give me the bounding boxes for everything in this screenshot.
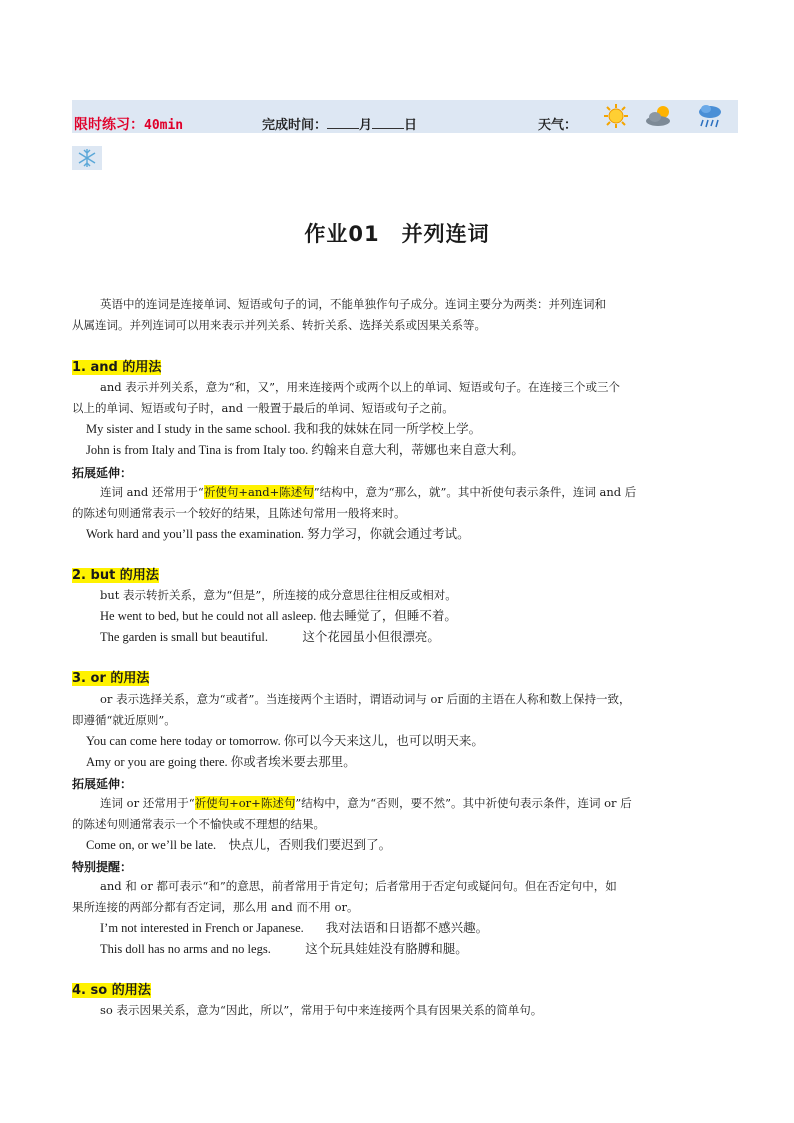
so-explanation: so 表示因果关系，意为“因此，所以”，常用于句中来连接两个具有因果关系的简单句。 <box>100 1003 543 1017</box>
sun-icon[interactable] <box>602 103 630 129</box>
month-blank[interactable] <box>327 116 359 129</box>
page-title: 作业01 并列连词 <box>304 222 490 246</box>
or-reminder: and 和 or 都可表示“和”的意思，前者常用于肯定句；后者常用于否定句或疑问句。但在否定句中，如 果所连接的两部分都有否定词，那么用 and 而不用 or。 I’m not interested in French or Japanese. 我对法语和日语都不感兴趣。 This doll has no arms and no legs. 这个玩具娃娃没有胳膊和腿。 <box>72 879 617 956</box>
section-heading-and: 1. and 的用法 <box>72 360 162 375</box>
and-extension-label: 拓展延伸： <box>72 466 133 480</box>
snowflake-icon[interactable] <box>76 148 98 168</box>
partly-cloudy-icon[interactable] <box>644 103 676 129</box>
or-extension: 连词 or 还常用于“祈使句+or+陈述句”结构中，意为“否则，要不然”。其中祈使句表示条件，连词 or 后 的陈述句则通常表示一个不愉快或不理想的结果。 Come on, or we’ll be late. 快点儿，否则我们要迟到了。 <box>72 796 632 852</box>
time-limit: 限时练习：40min <box>74 116 184 133</box>
and-extension: 连词 and 还常用于“祈使句+and+陈述句”结构中，意为“那么，就”。其中祈使句表示条件，连词 and 后 的陈述句则通常表示一个较好的结果，且陈述句常用一般将来时。 Work hard and you’ll pass the examination. 努力学习，你就会通过考试。 <box>72 485 637 541</box>
and-explanation: and 表示并列关系，意为“和，又”，用来连接两个或两个以上的单词、短语或句子。在连接三个或三个 以上的单词、短语或句子时，and 一般置于最后的单词、短语或句子之前。 My sister and I study in the same school. 我和我的妹妹在同一所学校上学。 John is from Italy and Tina is from Italy too. 约翰来自意大利，蒂娜也来自意大利。 <box>72 380 621 457</box>
or-extension-label: 拓展延伸： <box>72 777 133 791</box>
rain-icon[interactable] <box>696 102 724 132</box>
but-explanation: but 表示转折关系，意为“但是”，所连接的成分意思往往相反或相对。 He went to bed, but he could not all asleep. 他去睡觉了，但睡不着。 The garden is small but beautiful. 这个花园虽小但很漂亮。 <box>100 588 457 644</box>
or-explanation: or 表示选择关系，意为“或者”。当连接两个主语时，谓语动词与 or 后面的主语在人称和数上保持一致， 即遵循“就近原则”。 You can come here today or tomorrow. 你可以今天来这儿，也可以明天来。 Amy or you are going there. 你或者埃米要去那里。 <box>72 692 631 769</box>
day-blank[interactable] <box>372 116 404 129</box>
intro-paragraph: 英语中的连词是连接单词、短语或句子的词，不能单独作句子成分。连词主要分为两类：并列连词和 从属连词。并列连词可以用来表示并列关系、转折关系、选择关系或因果关系等。 <box>72 297 606 332</box>
highlight-and-structure: 祈使句+and+陈述句 <box>203 485 314 499</box>
weather-label: 天气： <box>538 118 578 133</box>
section-heading-but: 2. but 的用法 <box>72 568 159 583</box>
section-heading-so: 4. so 的用法 <box>72 983 151 998</box>
completion-time: 完成时间： 月 日 <box>262 118 418 133</box>
highlight-or-structure: 祈使句+or+陈述句 <box>194 796 296 810</box>
section-heading-or: 3. or 的用法 <box>72 671 150 686</box>
or-reminder-label: 特别提醒： <box>72 860 133 874</box>
